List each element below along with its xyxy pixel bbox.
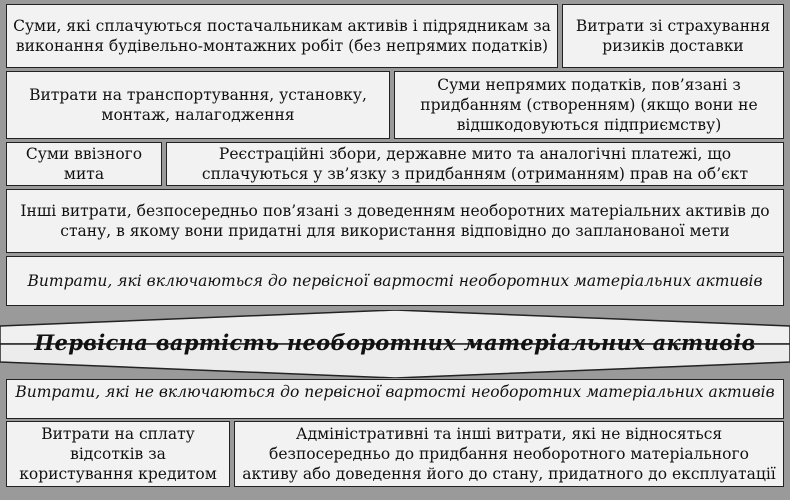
- indirect-taxes-box: [394, 71, 784, 139]
- included-heading-text: Витрати, які включаються до первісної вартості необоротних матеріальних активів: [27, 272, 763, 290]
- credit-interest-text: Витрати на сплату відсотків за користування кредитом: [19, 425, 217, 483]
- credit-interest-box: [6, 421, 230, 487]
- transport-install-box: [6, 71, 390, 139]
- admin-costs-box: [234, 421, 784, 487]
- other-costs-box: [6, 189, 784, 253]
- delivery-insurance-box: [562, 4, 784, 68]
- excluded-heading-box: [6, 379, 784, 419]
- supplier-payments-text: Суми, які сплачуються постачальникам активів і підрядникам за виконання будівельно-монтажних робіт (без непрямих податків): [13, 17, 551, 55]
- indirect-taxes-text: Суми непрямих податків, пов’язані з придбанням (створенням) (якщо вони не відшкодовуються підприємству): [420, 76, 758, 134]
- excluded-heading-text: Витрати, які не включаються до первісної вартості необоротних матеріальних активів: [15, 383, 775, 401]
- registration-fees-text: Реєстраційні збори, державне мито та аналогічні платежі, що сплачуються у зв’язку з придбанням (отриманням) прав на об’єкт: [201, 145, 749, 183]
- supplier-payments-box: [6, 4, 558, 68]
- import-duty-text: Суми ввізного мита: [25, 145, 143, 183]
- center-title: Первісна вартість необоротних матеріальних активів: [34, 329, 756, 355]
- included-heading-box: [6, 256, 784, 306]
- registration-fees-box: [166, 142, 784, 186]
- delivery-insurance-text: Витрати зі страхування ризиків доставки: [575, 17, 771, 55]
- other-costs-text: Інші витрати, безпосередньо пов’язані з доведенням необоротних матеріальних активів до стану, в якому вони придатні для використання відповідно до запланованої мети: [20, 202, 770, 240]
- import-duty-box: [6, 142, 162, 186]
- admin-costs-text: Адміністративні та інші витрати, які не відносяться безпосередньо до придбання необоротного матеріального активу або доведення його до стану, придатного до експлуатації: [242, 425, 776, 483]
- transport-install-text: Витрати на транспортування, установку, монтаж, налагодження: [29, 86, 367, 124]
